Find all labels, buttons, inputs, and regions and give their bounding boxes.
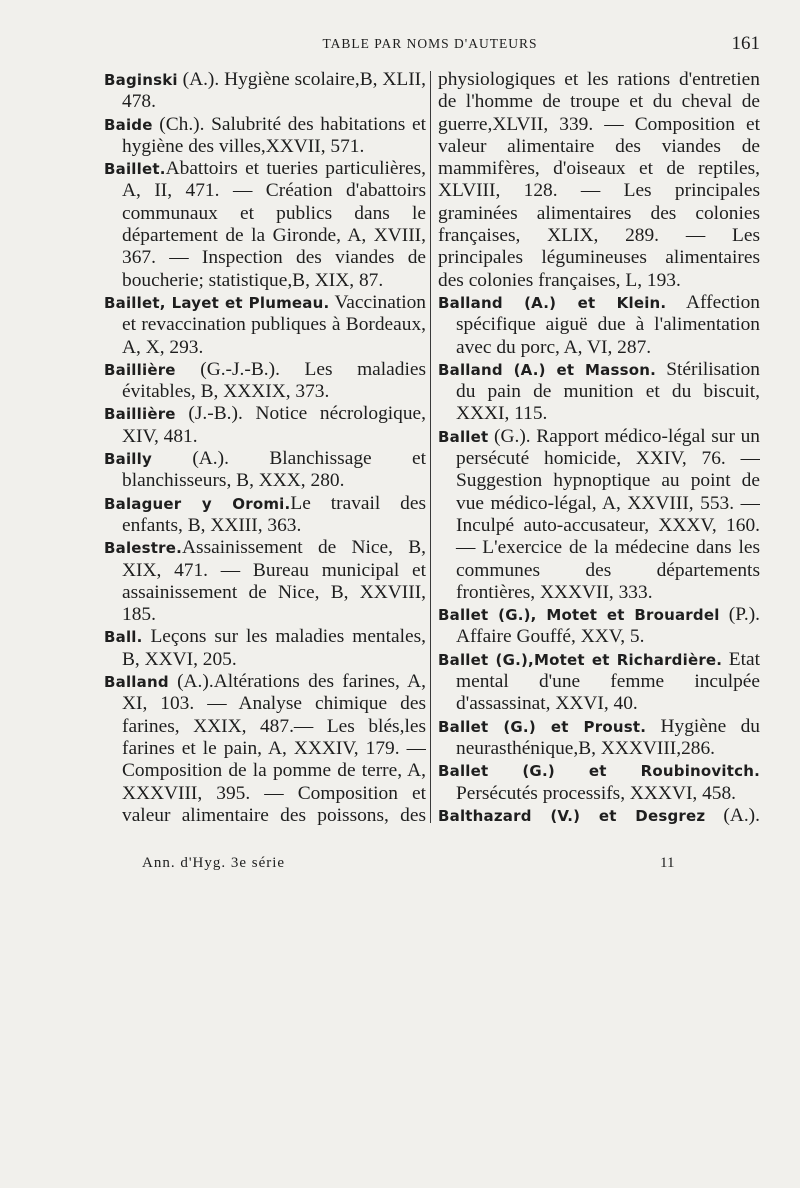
entry-text: (A.). Hygiène scolaire,B, XLII, 478. (122, 69, 426, 113)
page-footer (100, 855, 760, 877)
index-entry (438, 359, 760, 426)
journal-abbreviation: Ann. d'Hyg. 3e série (142, 855, 286, 871)
author-name: Balthazard (V.) et Desgrez (438, 806, 706, 825)
entry-text: Le travail des enfants, B, XXIII, 363. (122, 492, 426, 536)
index-entry (438, 649, 760, 716)
author-name: Ballet (G.),Motet et Richardière. (438, 650, 723, 669)
author-name: Balaguer y Oromi. (104, 494, 291, 513)
entry-text: Vaccination et revaccination publiques à Bordeaux, A, X, 293. (122, 291, 426, 358)
index-entry (104, 292, 426, 359)
entry-text: Stérilisation du pain de munition et du biscuit, XXXI, 115. (456, 358, 760, 425)
right-column (438, 69, 760, 827)
entry-text: Hygiène du neurasthénique,B, XXXVIII,286. (456, 715, 760, 759)
index-entry (438, 604, 760, 649)
index-entry (104, 626, 426, 671)
entry-text: physiologiques et les rations d'entretien de l'homme de troupe et du cheval de guerre,XLVII, 339. — Composition et valeur alimentaire des viandes de mammifères, d'oiseaux et de reptiles, XLVIII, 128. — Les principales graminées alimentaires des colonies françaises, XLIX, 289. — Les principales légumineuses alimentaires des colonies françaises, L, 193. (438, 69, 760, 291)
entry-text: (G.-J.-B.). Les maladies évitables, B, XXXIX, 373. (122, 358, 426, 403)
author-name: Ball. (104, 628, 143, 647)
entry-text: Leçons sur les maladies mentales, B, XXVI, 205. (122, 626, 426, 670)
running-title: TABLE PAR NOMS D'AUTEURS (322, 36, 538, 51)
author-name: Balland (A.) et Klein. (438, 293, 667, 312)
index-entry (438, 426, 760, 604)
entry-text: Assainissement de Nice, B, XIX, 471. — Bureau municipal et assainissement de Nice, B, XXVIII, 185. (122, 537, 426, 626)
index-entry (104, 69, 426, 114)
index-entry (104, 359, 426, 404)
author-name: Ballet (G.), Motet et Brouardel (438, 606, 720, 625)
author-name: Baillet. (104, 160, 166, 179)
index-entry (104, 403, 426, 448)
index-entry (104, 158, 426, 292)
author-name: Balestre. (104, 539, 183, 558)
author-name: Balland (A.) et Masson. (438, 360, 657, 379)
index-entry (104, 671, 426, 827)
column-divider (430, 71, 431, 823)
author-name: Ballet (G.) et Proust. (438, 717, 647, 736)
entry-text: Persécutés processifs, XXXVI, 458. (456, 782, 737, 804)
author-name: Ballet (G.) et Roubinovitch. (438, 762, 760, 781)
entry-text: (Ch.). Salubrité des habitations et hygiène des villes,XXVII, 571. (122, 113, 426, 157)
entry-text: (J.-B.). Notice nécrologique, XIV, 481. (122, 403, 426, 447)
index-entry (104, 537, 426, 626)
entry-text: Affection spécifique aiguë due à l'alimentation avec du porc, A, VI, 287. (456, 291, 760, 358)
index-entry (104, 114, 426, 159)
author-name: Baillière (104, 405, 176, 424)
entry-text: (G.). Rapport médico-légal sur un persécuté homicide, XXIV, 76. — Suggestion hypnoptique au point de vue médico-légal, A, XXVIII, 553. — Inculpé auto-accusateur, XXXV, 160. — L'exercice de la médecine dans les communes des départements frontières, XXXVII, 333. (456, 425, 760, 603)
index-columns (100, 69, 764, 827)
index-entry (438, 292, 760, 359)
index-entry (438, 805, 760, 827)
author-name: Baillière (104, 360, 176, 379)
author-name: Baide (104, 115, 153, 134)
signature-mark: 11 (660, 855, 675, 871)
entry-text: (A.). Blanchissage et blanchisseurs, B, XXX, 280. (122, 448, 426, 492)
author-name: Ballet (438, 427, 489, 446)
index-entry (104, 493, 426, 538)
entry-text: (A.). (723, 804, 760, 826)
author-name: Baginski (104, 71, 178, 89)
index-entry (438, 716, 760, 761)
entry-text: (P.). Affaire Gouffé, XXV, 5. (456, 604, 760, 648)
page-number: 161 (731, 33, 760, 54)
author-name: Baillet, Layet et Plumeau. (104, 293, 330, 312)
entry-text: (A.).Altérations des farines, A, XI, 103. — Analyse chimique des farines, XXIX, 487.— Les blés,les farines et le pain, A, XXXIV, 179. — Composition de la pomme de terre, A, XXXVIII, 395. — Composition et valeur alimentaire des poissons, des (122, 671, 426, 826)
index-entry-continuation (438, 69, 760, 292)
author-name: Balland (104, 673, 169, 692)
left-column (104, 69, 426, 827)
entry-text: Etat mental d'une femme inculpée d'assassinat, XXVI, 40. (456, 648, 760, 715)
index-entry (104, 448, 426, 493)
entry-text: Abattoirs et tueries particulières, A, II, 471. — Création d'abattoirs communaux et publics dans le département de la Gironde, A, XVIII, 367. — Inspection des viandes de boucherie; statistique,B, XIX, 87. (122, 158, 426, 291)
page-header (100, 33, 760, 56)
index-entry (438, 760, 760, 805)
author-name: Bailly (104, 450, 152, 469)
